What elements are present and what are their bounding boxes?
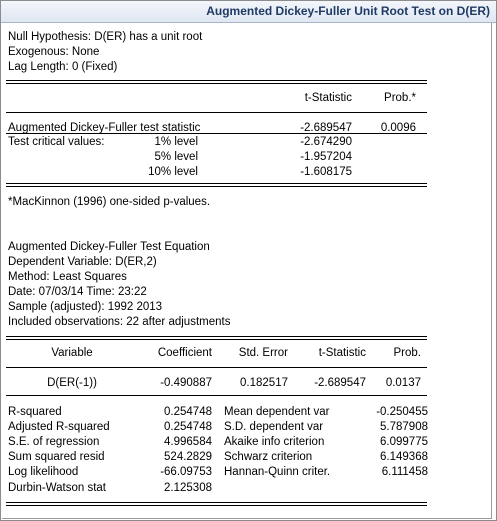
- dependent-variable: Dependent Variable: D(ER,2): [8, 256, 157, 268]
- critical-level-5: 5% level: [154, 151, 198, 163]
- stat-value: 5.787908: [380, 421, 428, 433]
- table-row-prob: 0.0137: [385, 377, 421, 389]
- col-tstat-header-2: t-Statistic: [318, 347, 366, 359]
- col-prob-header-2: Prob.: [393, 347, 421, 359]
- mackinnon-footnote: *MacKinnon (1996) one-sided p-values.: [8, 196, 211, 208]
- stat-value: 524.2829: [164, 451, 212, 463]
- stat-value: 6.111458: [381, 466, 428, 478]
- equation-title: Augmented Dickey-Fuller Test Equation: [8, 241, 210, 253]
- critical-value-5: -1.957204: [300, 151, 352, 163]
- stat-value: 0.254748: [164, 406, 212, 418]
- divider-double: [6, 183, 427, 187]
- divider-double: [6, 336, 427, 340]
- stat-label: Durbin-Watson stat: [8, 482, 106, 494]
- adf-stat-label: Augmented Dickey-Fuller test statistic: [8, 122, 201, 134]
- col-coefficient-header: Coefficient: [157, 347, 212, 359]
- divider: [6, 112, 427, 113]
- stat-label: S.E. of regression: [8, 436, 100, 448]
- stat-value: 6.149368: [380, 451, 428, 463]
- divider-double: [6, 502, 427, 506]
- divider: [6, 133, 427, 134]
- null-hypothesis: Null Hypothesis: D(ER) has a unit root: [8, 31, 203, 43]
- col-stderror-header: Std. Error: [238, 347, 288, 359]
- critical-level-10: 10% level: [148, 166, 198, 178]
- stat-label: R-squared: [8, 406, 62, 418]
- stat-value: 2.125308: [164, 482, 212, 494]
- stat-label: Mean dependent var: [224, 406, 330, 418]
- stat-label: Sum squared resid: [8, 451, 105, 463]
- col-prob-header: Prob.*: [384, 92, 416, 104]
- stat-label: Akaike info criterion: [224, 436, 325, 448]
- stat-label: Adjusted R-squared: [8, 421, 110, 433]
- adf-prob-value: 0.0096: [380, 122, 416, 134]
- window-titlebar[interactable]: [1, 1, 496, 23]
- adf-tstat-value: -2.689547: [300, 122, 352, 134]
- critical-value-1: -2.674290: [300, 136, 352, 148]
- critical-value-10: -1.608175: [300, 166, 352, 178]
- critical-values-label: Test critical values:: [8, 136, 105, 148]
- stat-label: Schwarz criterion: [224, 451, 313, 463]
- divider: [6, 367, 427, 368]
- stat-value: 4.996584: [164, 436, 212, 448]
- critical-level-1: 1% level: [154, 136, 198, 148]
- stat-value: 0.254748: [164, 421, 212, 433]
- results-pane: [2, 23, 492, 519]
- lag-length: Lag Length: 0 (Fixed): [8, 61, 118, 73]
- col-tstat-header: t-Statistic: [304, 92, 352, 104]
- exogenous: Exogenous: None: [8, 46, 100, 58]
- method: Method: Least Squares: [8, 271, 127, 283]
- stat-label: Hannan-Quinn criter.: [224, 466, 331, 478]
- col-variable-header: Variable: [51, 347, 93, 359]
- divider: [6, 395, 427, 396]
- stat-label: Log likelihood: [8, 466, 79, 478]
- stat-value: -0.250455: [376, 406, 428, 418]
- table-row-coefficient: -0.490887: [160, 377, 212, 389]
- divider-double: [6, 80, 427, 84]
- window-title: Augmented Dickey-Fuller Unit Root Test on D(ER): [206, 4, 490, 18]
- table-row-tstat: -2.689547: [314, 377, 366, 389]
- table-row-stderror: 0.182517: [240, 377, 288, 389]
- stat-value: -66.09753: [160, 466, 212, 478]
- included-observations: Included observations: 22 after adjustments: [8, 316, 231, 328]
- stat-label: S.D. dependent var: [224, 421, 324, 433]
- table-row-variable: D(ER(-1)): [47, 377, 97, 389]
- date-time: Date: 07/03/14 Time: 23:22: [8, 286, 147, 298]
- stat-value: 6.099775: [380, 436, 428, 448]
- sample: Sample (adjusted): 1992 2013: [8, 301, 163, 313]
